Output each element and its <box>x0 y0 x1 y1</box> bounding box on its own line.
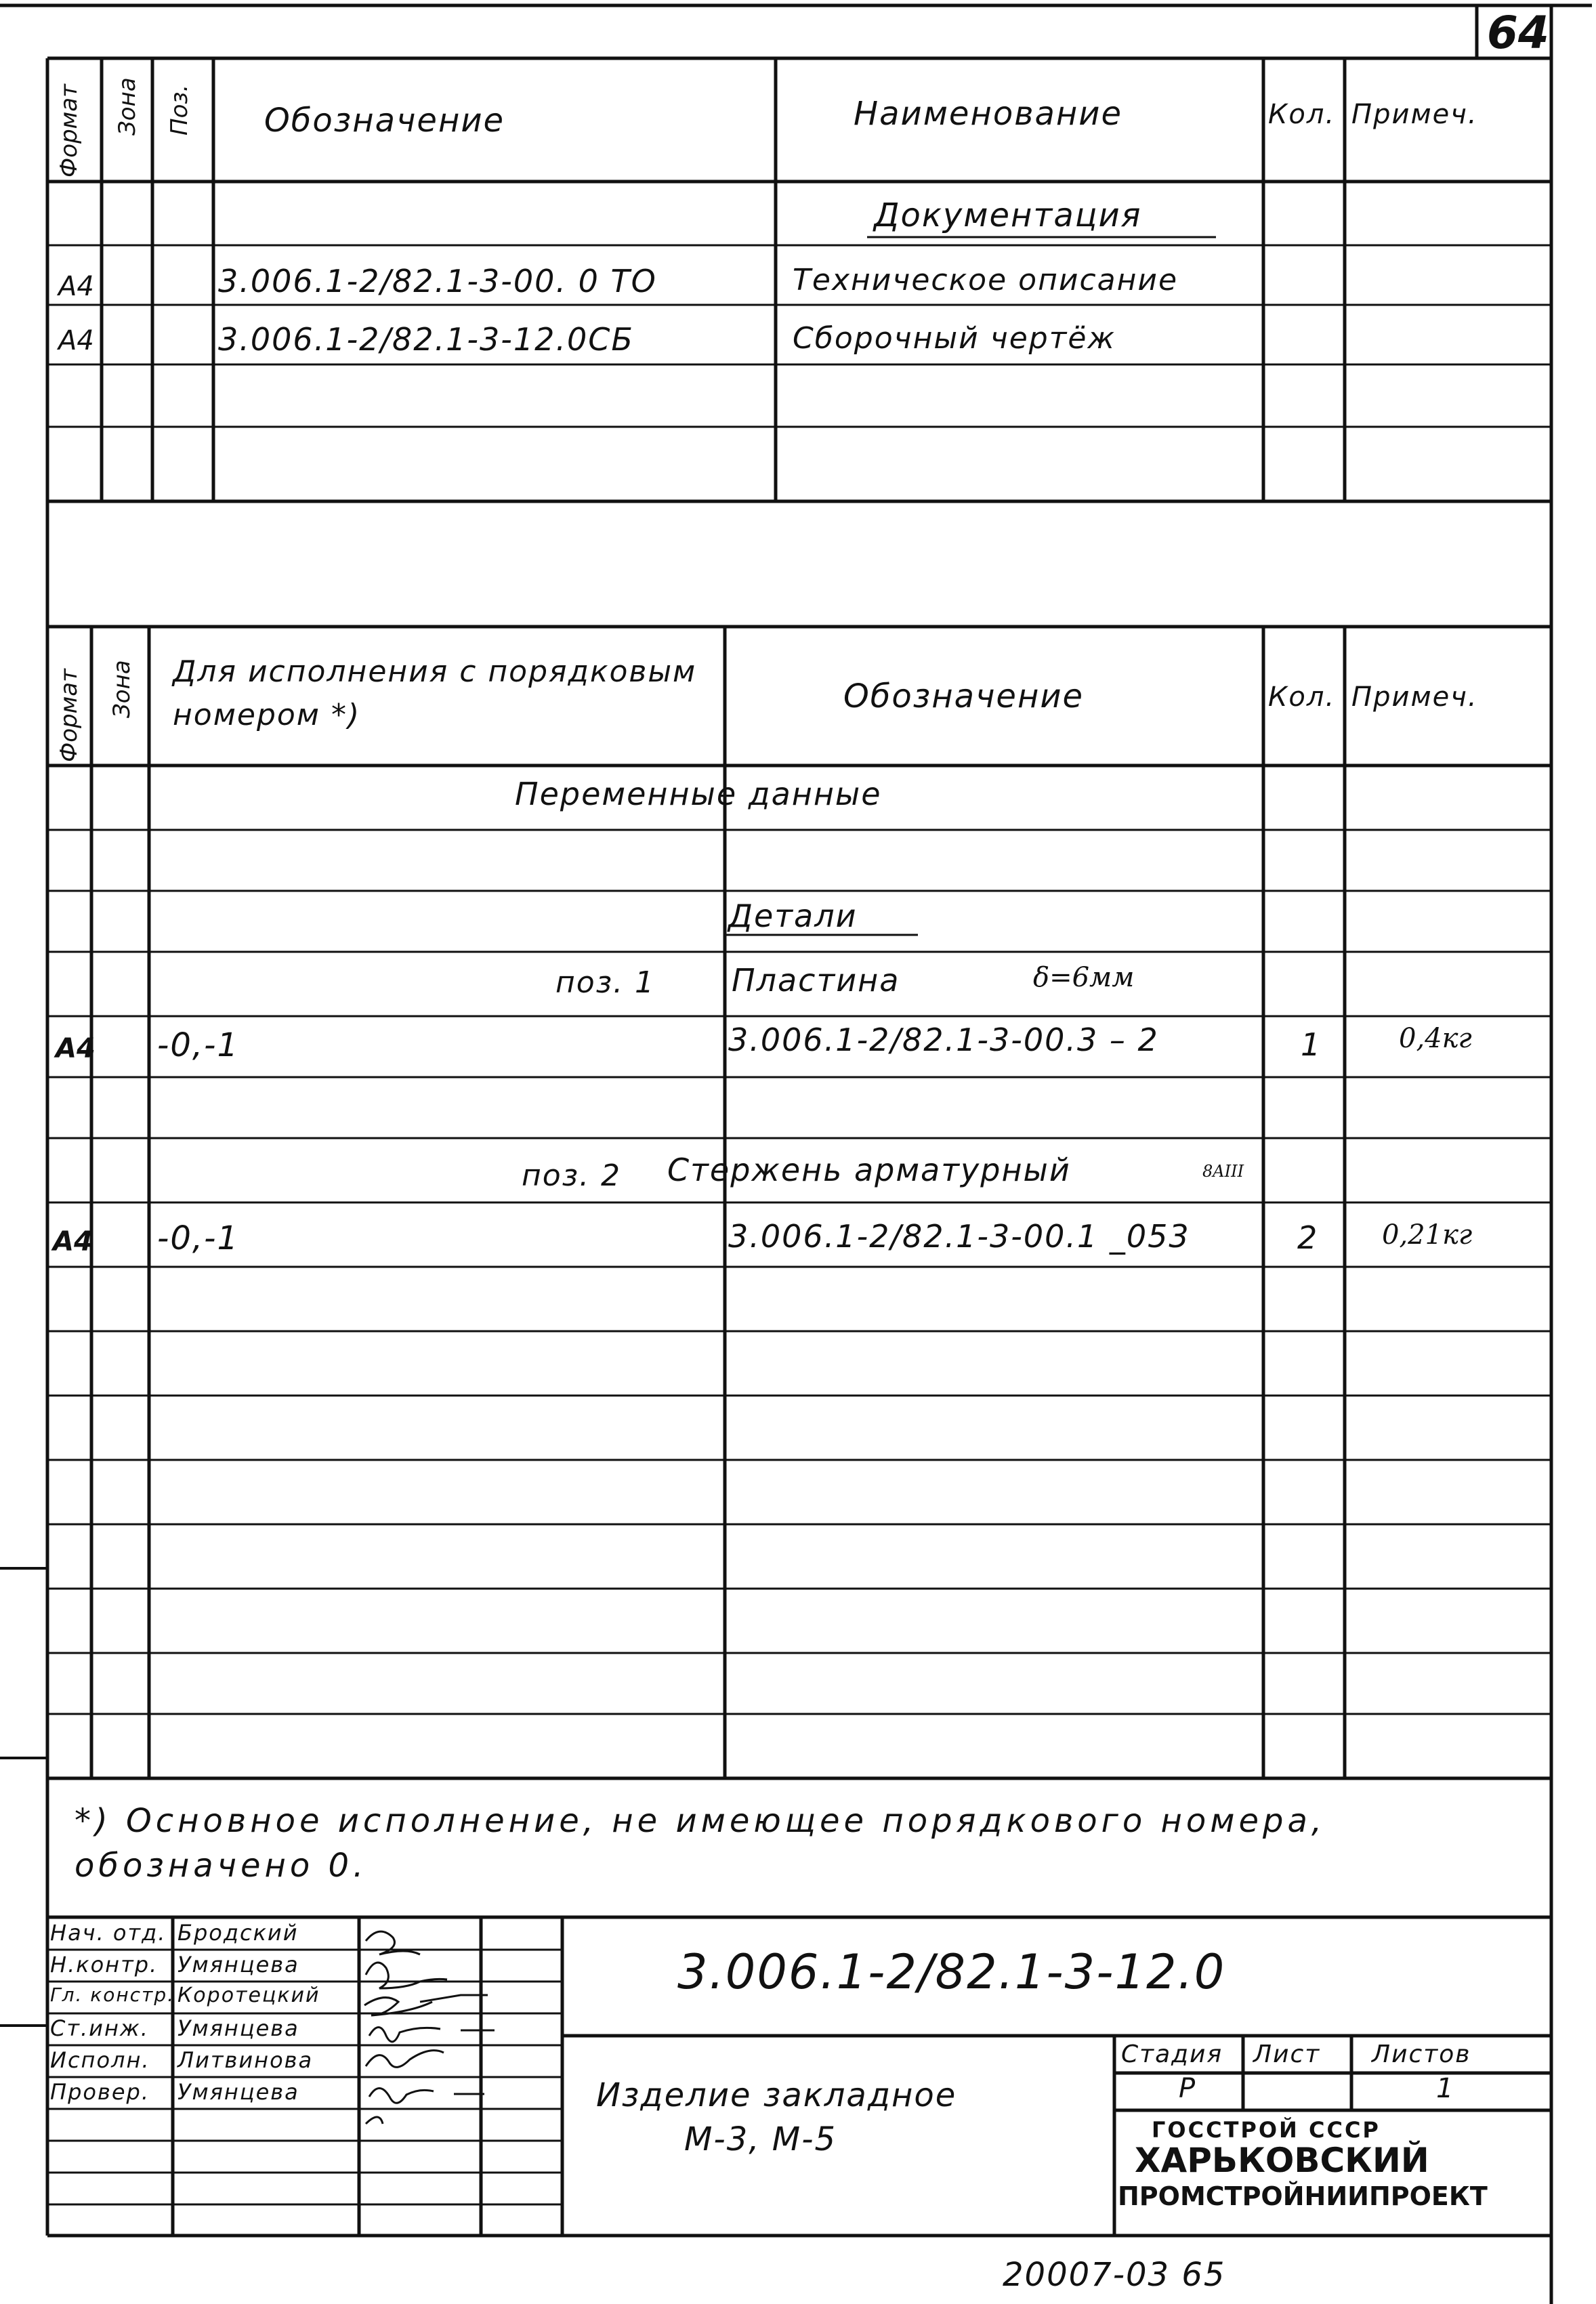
sheet-label: Лист <box>1253 2040 1321 2068</box>
org-line2: ХАРЬКОВСКИЙ <box>1135 2141 1429 2180</box>
document-code: 3.006.1-2/82.1-3-12.0 <box>677 1944 1226 2000</box>
header2-qty: Кол. <box>1268 682 1336 713</box>
role-1: Нач. отд. <box>50 1920 167 1946</box>
role-2: Н.контр. <box>50 1952 159 1977</box>
name-3: Коротецкий <box>177 1984 320 2007</box>
org-line1: ГОССТРОЙ СССР <box>1152 2117 1381 2143</box>
pos1-name: Пластина <box>732 962 900 999</box>
row-b2-designation: 3.006.1-2/82.1-3-00.1 _053 <box>728 1218 1190 1255</box>
header-qty: Кол. <box>1268 99 1336 130</box>
row2-name: Сборочный чертёж <box>793 321 1116 356</box>
name-4: Умянцева <box>177 2015 299 2041</box>
row1-name: Техническое описание <box>793 263 1179 297</box>
section-documentation: Документация <box>874 196 1142 234</box>
row-b1-designation: 3.006.1-2/82.1-3-00.3 – 2 <box>728 1022 1159 1058</box>
header2-note: Примеч. <box>1351 682 1478 713</box>
row1-designation: 3.006.1-2/82.1-3-00. 0 ТО <box>218 263 657 299</box>
header2-format: Формат <box>56 669 83 762</box>
role-4: Ст.инж. <box>50 2015 149 2041</box>
row-b2-format: А4 <box>53 1226 93 1257</box>
name-2: Умянцева <box>177 1952 299 1977</box>
signatures <box>359 1921 562 2137</box>
header2-designation: Обозначение <box>843 677 1085 715</box>
header-pos: Поз. <box>166 84 193 135</box>
row-b1-variant: -0,-1 <box>157 1026 239 1064</box>
pos2-name: Стержень арматурный <box>667 1152 1071 1188</box>
name-6: Умянцева <box>177 2079 299 2105</box>
role-3: Гл. констр. <box>50 1984 175 2006</box>
role-6: Провер. <box>50 2079 150 2105</box>
name-5: Литвинова <box>177 2047 314 2073</box>
pos2-label: поз. 2 <box>522 1158 622 1193</box>
row-b1-format: А4 <box>56 1033 96 1064</box>
row-b2-variant: -0,-1 <box>157 1219 239 1257</box>
header-designation: Обозначение <box>264 102 505 140</box>
org-line3: ПРОМСТРОЙНИИПРОЕКТ <box>1118 2181 1488 2211</box>
product-name-line1: Изделие закладное <box>596 2076 957 2114</box>
header-name: Наименование <box>854 95 1123 133</box>
sheet-number: 64 <box>1487 7 1549 59</box>
section-parts: Детали <box>728 898 858 934</box>
pos1-label: поз. 1 <box>555 965 656 1000</box>
sheets-label: Листов <box>1372 2040 1471 2068</box>
row-b1-qty: 1 <box>1301 1026 1322 1063</box>
bottom-stamp: 20007-03 65 <box>1003 2256 1226 2294</box>
stage-label: Стадия <box>1121 2040 1223 2068</box>
section-variable-data: Переменные данные <box>515 776 882 812</box>
row2-format: А4 <box>58 325 94 356</box>
stage-value: Р <box>1179 2073 1197 2104</box>
row1-format: А4 <box>58 271 94 302</box>
product-name-line2: М-3, М-5 <box>684 2120 837 2158</box>
header2-variant: Для исполнения с порядковым номером *) <box>173 654 697 732</box>
header-note: Примеч. <box>1351 99 1478 130</box>
row-b1-note: 0,4кг <box>1399 1023 1472 1054</box>
row2-designation: 3.006.1-2/82.1-3-12.0СБ <box>218 321 634 358</box>
row-b2-qty: 2 <box>1297 1219 1319 1256</box>
header2-zone: Зона <box>108 660 135 718</box>
footnote: *) Основное исполнение, не имеющее порядкового номера, обозначено 0. <box>75 1802 1326 1885</box>
header-format: Формат <box>56 84 83 177</box>
pos2-spec: 8AIII <box>1202 1162 1244 1181</box>
pos1-thickness: δ=6мм <box>1033 962 1135 993</box>
sheets-value: 1 <box>1436 2073 1455 2104</box>
row-b2-note: 0,21кг <box>1382 1219 1473 1251</box>
role-5: Исполн. <box>50 2047 150 2073</box>
header-zone: Зона <box>114 77 141 135</box>
name-1: Бродский <box>177 1920 299 1946</box>
